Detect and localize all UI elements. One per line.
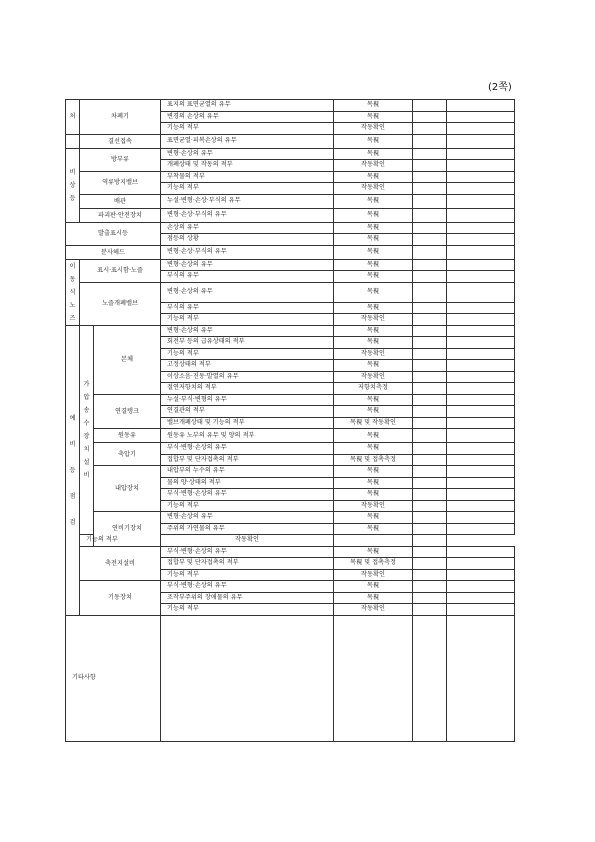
result-cell[interactable] xyxy=(413,234,447,246)
check-method: 목視 xyxy=(334,443,413,455)
check-item: 기능의 적부 xyxy=(161,314,334,326)
table-row xyxy=(66,282,515,302)
action-cell[interactable] xyxy=(447,523,515,535)
action-cell[interactable] xyxy=(447,245,515,259)
check-item: 개폐상태 및 작동의 적부 xyxy=(161,160,334,172)
item-category: 기동장치 xyxy=(80,581,161,616)
check-item: 물의 양·상태의 적부 xyxy=(161,477,334,489)
action-cell[interactable] xyxy=(447,546,515,558)
check-item: 변형·손상의 유무 xyxy=(161,148,334,160)
check-item: 회전부 등의 급유상태의 적부 xyxy=(161,337,334,349)
page-number: (2쪽) xyxy=(488,82,512,93)
check-item: 누설·부식·변형의 유무 xyxy=(161,394,334,406)
check-method: 목視 xyxy=(334,134,413,148)
table-row xyxy=(66,443,515,455)
action-cell[interactable] xyxy=(447,454,515,466)
check-method: 목視 xyxy=(334,337,413,349)
check-method: 작동확인 xyxy=(334,160,413,172)
check-method: 목視 xyxy=(334,477,413,489)
check-item: 주위의 가연물의 유무 xyxy=(161,523,334,535)
result-cell[interactable] xyxy=(413,466,447,478)
result-cell[interactable] xyxy=(413,259,447,271)
item-category: 원동유 xyxy=(94,429,161,443)
result-cell[interactable] xyxy=(413,337,447,349)
group-label: 이 동 식 노 즈 xyxy=(66,259,80,325)
table-row xyxy=(66,394,515,406)
check-method: 목視 xyxy=(334,523,413,535)
result-cell[interactable] xyxy=(413,569,447,581)
group-label: 처 xyxy=(66,100,80,135)
table-row xyxy=(66,208,515,222)
check-method: 목視 xyxy=(334,222,413,234)
result-cell[interactable] xyxy=(334,535,413,547)
action-cell[interactable] xyxy=(447,259,515,271)
check-method: 목視 xyxy=(334,111,413,123)
result-cell[interactable] xyxy=(413,171,447,183)
table-row xyxy=(66,134,515,148)
result-cell[interactable] xyxy=(413,546,447,558)
check-method: 작동확인 xyxy=(334,183,413,195)
check-method: 목視 xyxy=(334,100,413,112)
action-cell[interactable] xyxy=(447,348,515,360)
result-cell[interactable] xyxy=(413,383,447,395)
check-method: 목視 및 접촉측정 xyxy=(334,558,413,570)
item-category: 결선접속 xyxy=(80,134,161,148)
result-cell[interactable] xyxy=(413,500,447,512)
result-cell[interactable] xyxy=(413,417,447,429)
action-cell[interactable] xyxy=(447,148,515,160)
action-cell[interactable] xyxy=(447,234,515,246)
check-item: 변형·손상·부식의 유무 xyxy=(161,245,334,259)
check-item: 변형·손상의 유무 xyxy=(161,282,334,302)
result-cell[interactable] xyxy=(413,348,447,360)
check-method: 목視 및 접촉측정 xyxy=(334,454,413,466)
item-category: 역류방지밸브 xyxy=(80,171,161,194)
action-cell[interactable] xyxy=(447,406,515,418)
result-cell[interactable] xyxy=(413,314,447,326)
result-cell[interactable] xyxy=(413,360,447,372)
item-category: 발출표시등 xyxy=(66,222,161,245)
result-cell[interactable] xyxy=(413,523,447,535)
group-label: 예 비 등 점 검 xyxy=(66,325,80,615)
action-cell[interactable] xyxy=(447,429,515,443)
item-category: 축압기 xyxy=(94,443,161,466)
check-method: 목視 xyxy=(334,429,413,443)
check-item: 표지의 표면균열의 유무 xyxy=(161,100,334,112)
check-item: 부착물의 적부 xyxy=(161,171,334,183)
item-category: 표시·표시함·노즐 xyxy=(80,259,161,282)
inspection-checklist-table xyxy=(65,99,515,742)
action-cell[interactable] xyxy=(447,111,515,123)
result-cell[interactable] xyxy=(413,222,447,234)
check-method: 작동확인 xyxy=(334,604,413,616)
check-method: 목視 xyxy=(334,282,413,302)
check-item: 점등의 상황 xyxy=(161,234,334,246)
result-cell[interactable] xyxy=(413,489,447,501)
check-method: 작동확인 xyxy=(334,371,413,383)
check-item: 부식·변형·손상의 유무 xyxy=(161,443,334,455)
action-cell[interactable] xyxy=(447,466,515,478)
result-cell[interactable] xyxy=(413,325,447,337)
item-category: 분사헤드 xyxy=(66,245,161,259)
check-method: 목視 xyxy=(334,271,413,283)
check-item: 접합부 및 단자접촉의 적부 xyxy=(161,558,334,570)
table-row xyxy=(66,259,515,271)
item-category: 차폐기 xyxy=(80,100,161,135)
action-cell[interactable] xyxy=(447,383,515,395)
check-item: 부식·변형·손상의 유무 xyxy=(161,546,334,558)
check-method: 작동확인 xyxy=(334,123,413,135)
result-cell[interactable] xyxy=(413,581,447,593)
result-cell[interactable] xyxy=(413,123,447,135)
action-cell[interactable] xyxy=(447,360,515,372)
subgroup-label: 가 압 송 수 장 치 설 비 xyxy=(80,325,94,535)
check-method: 목視 xyxy=(334,406,413,418)
result-cell[interactable] xyxy=(413,100,447,112)
result-cell[interactable] xyxy=(413,111,447,123)
result-cell[interactable] xyxy=(413,271,447,283)
check-item: 변형·손상의 유무 xyxy=(161,259,334,271)
check-item: 변경의 손상의 유무 xyxy=(161,111,334,123)
result-cell[interactable] xyxy=(413,592,447,604)
check-method: 작동확인 xyxy=(334,314,413,326)
action-cell[interactable] xyxy=(447,171,515,183)
item-category: 연결탱크 xyxy=(94,394,161,429)
check-item: 누설·변형·손상·부식의 유무 xyxy=(161,194,334,208)
check-item: 변형·손상의 유무 xyxy=(161,325,334,337)
result-cell[interactable] xyxy=(413,443,447,455)
action-cell[interactable] xyxy=(447,222,515,234)
action-cell[interactable] xyxy=(447,569,515,581)
check-item: 부식·변형·손상의 유무 xyxy=(161,581,334,593)
result-cell[interactable] xyxy=(413,477,447,489)
action-cell[interactable] xyxy=(413,535,447,547)
action-cell[interactable] xyxy=(447,477,515,489)
check-item: 부식의 유무 xyxy=(161,302,334,314)
table-row xyxy=(66,546,515,558)
action-cell[interactable] xyxy=(447,123,515,135)
action-cell[interactable] xyxy=(447,394,515,406)
item-category: 배관 xyxy=(80,194,161,208)
check-method: 목視 xyxy=(334,489,413,501)
check-method: 목視 xyxy=(334,302,413,314)
result-cell[interactable] xyxy=(413,604,447,616)
table-row xyxy=(66,325,515,337)
result-cell[interactable] xyxy=(413,183,447,195)
action-cell[interactable] xyxy=(447,302,515,314)
result-cell[interactable] xyxy=(413,208,447,222)
action-cell[interactable] xyxy=(447,160,515,172)
action-cell[interactable] xyxy=(447,371,515,383)
check-method: 목視 xyxy=(334,592,413,604)
remarks-label: 기타사항 xyxy=(66,615,161,741)
check-item: 고정상태의 적부 xyxy=(161,360,334,372)
result-cell[interactable] xyxy=(413,282,447,302)
check-method: 작동확인 xyxy=(334,348,413,360)
check-item: 부식·변형·손상의 유무 xyxy=(161,489,334,501)
check-item: 내압부의 누수의 유무 xyxy=(161,466,334,478)
check-item: 밸브개폐상태 및 기능의 적부 xyxy=(161,417,334,429)
check-method: 목視 xyxy=(334,581,413,593)
check-method: 목視 xyxy=(334,194,413,208)
result-cell[interactable] xyxy=(413,245,447,259)
check-method: 목視 xyxy=(334,325,413,337)
result-cell[interactable] xyxy=(413,302,447,314)
action-cell[interactable] xyxy=(447,325,515,337)
action-cell[interactable] xyxy=(447,194,515,208)
action-cell[interactable] xyxy=(447,208,515,222)
action-cell[interactable] xyxy=(447,282,515,302)
action-cell[interactable] xyxy=(447,417,515,429)
item-category: 방부류 xyxy=(80,148,161,171)
action-cell[interactable] xyxy=(447,134,515,148)
check-method: 목視 xyxy=(334,512,413,524)
check-item: 기능의 적부 xyxy=(161,569,334,581)
action-cell[interactable] xyxy=(447,558,515,570)
check-item: 기능의 적부 xyxy=(161,123,334,135)
check-method: 작동확인 xyxy=(334,569,413,581)
action-cell[interactable] xyxy=(447,337,515,349)
remarks-cell[interactable] xyxy=(413,615,447,741)
check-item: 부식의 유무 xyxy=(161,271,334,283)
result-cell[interactable] xyxy=(413,558,447,570)
check-method: 목視 xyxy=(334,148,413,160)
check-method: 작동확인 xyxy=(161,535,334,547)
result-cell[interactable] xyxy=(413,512,447,524)
table-row xyxy=(66,171,515,183)
result-cell[interactable] xyxy=(413,160,447,172)
action-cell[interactable] xyxy=(447,500,515,512)
remarks-row xyxy=(66,615,515,741)
check-item: 기능의 적부 xyxy=(161,604,334,616)
item-category: 본체 xyxy=(94,325,161,394)
action-cell[interactable] xyxy=(447,592,515,604)
result-cell[interactable] xyxy=(413,148,447,160)
result-cell[interactable] xyxy=(413,194,447,208)
check-method: 목視 xyxy=(334,171,413,183)
check-item: 접합부 및 단자접촉의 적부 xyxy=(161,454,334,466)
table-row xyxy=(66,581,515,593)
table-row xyxy=(66,194,515,208)
check-item: 기능의 적부 xyxy=(80,535,94,547)
check-method: 목視 xyxy=(334,394,413,406)
action-cell[interactable] xyxy=(447,183,515,195)
check-item: 이상소음·진동·발열의 유무 xyxy=(161,371,334,383)
action-cell[interactable] xyxy=(447,581,515,593)
check-item: 기능의 적부 xyxy=(161,183,334,195)
check-method: 목視 xyxy=(334,234,413,246)
check-item: 조작부주위의 장애물의 유무 xyxy=(161,592,334,604)
result-cell[interactable] xyxy=(413,394,447,406)
check-item: 손상의 유무 xyxy=(161,222,334,234)
check-item: 연결관의 적부 xyxy=(161,406,334,418)
table-row xyxy=(66,429,515,443)
table-row xyxy=(66,512,515,524)
table-row xyxy=(66,245,515,259)
item-category: 축전지설비 xyxy=(80,546,161,581)
item-category: 내압장치 xyxy=(94,466,161,512)
check-method: 목視 xyxy=(334,245,413,259)
check-method: 목視 xyxy=(334,466,413,478)
action-cell[interactable] xyxy=(447,489,515,501)
result-cell[interactable] xyxy=(413,429,447,443)
item-category: 파괴판·안전장치 xyxy=(80,208,161,222)
check-method: 목視 xyxy=(334,259,413,271)
result-cell[interactable] xyxy=(413,371,447,383)
result-cell[interactable] xyxy=(413,406,447,418)
action-cell[interactable] xyxy=(447,100,515,112)
group-label: 비 상 등 xyxy=(66,148,80,222)
check-item: 기능의 적부 xyxy=(161,348,334,360)
remarks-cell[interactable] xyxy=(447,615,515,741)
result-cell[interactable] xyxy=(413,134,447,148)
check-method: 목視 xyxy=(334,360,413,372)
remarks-cell[interactable] xyxy=(161,615,334,741)
action-cell[interactable] xyxy=(447,314,515,326)
result-cell[interactable] xyxy=(413,454,447,466)
table-row xyxy=(66,148,515,160)
item-category: 노즐개폐밸브 xyxy=(80,282,161,325)
check-method: 목視 xyxy=(334,546,413,558)
check-item: 표면균열·피복손상의 유무 xyxy=(161,134,334,148)
action-cell[interactable] xyxy=(447,604,515,616)
action-cell[interactable] xyxy=(447,271,515,283)
table-row xyxy=(66,100,515,112)
check-item: 변형·손상의 유무 xyxy=(161,512,334,524)
action-cell[interactable] xyxy=(447,443,515,455)
table-row xyxy=(66,222,515,234)
item-category: 연비기장치 xyxy=(94,512,161,547)
group-label xyxy=(66,134,80,148)
check-item: 변형·손상·부식의 유무 xyxy=(161,208,334,222)
check-method: 작동확인 xyxy=(334,500,413,512)
check-item: 절연저항치의 적부 xyxy=(161,383,334,395)
remarks-cell[interactable] xyxy=(334,615,413,741)
check-method: 목視 및 작동확인 xyxy=(334,417,413,429)
table-row xyxy=(66,466,515,478)
check-item: 기능의 적부 xyxy=(161,500,334,512)
action-cell[interactable] xyxy=(447,512,515,524)
check-method: 저항치측정 xyxy=(334,383,413,395)
check-item: 원동유 노부의 유무 및 양의 적부 xyxy=(161,429,334,443)
check-method: 목視 xyxy=(334,208,413,222)
